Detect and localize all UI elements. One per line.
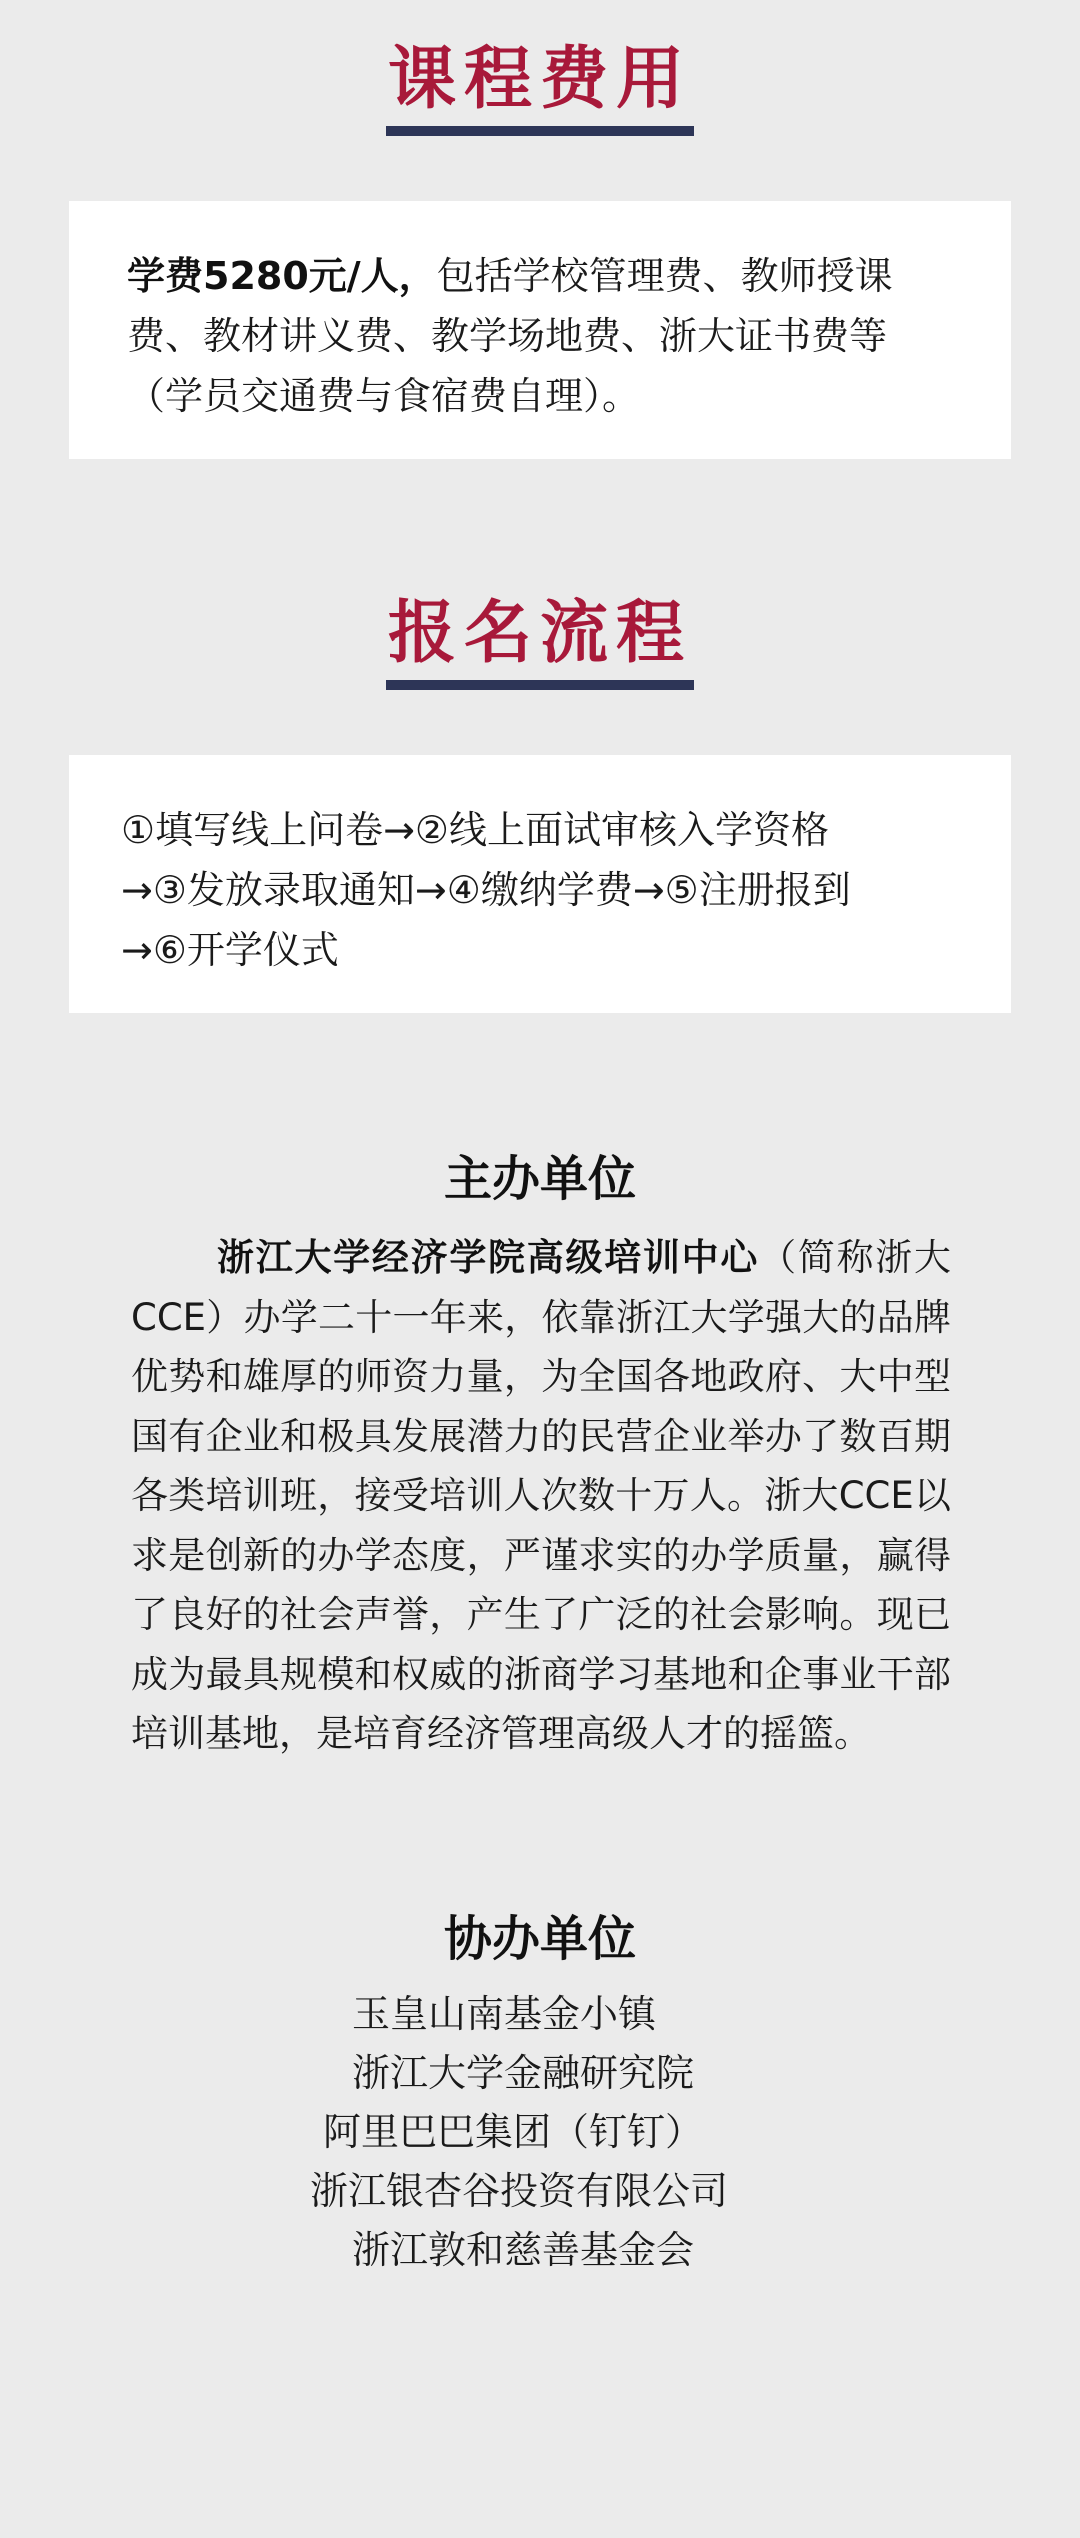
process-heading-underline [386,680,694,690]
co-organizer-item: 浙江大学金融研究院 [352,2051,695,2095]
process-step-line-3: →⑥开学仪式 [121,928,339,972]
fees-text [127,246,951,426]
fees-heading-underline [386,126,694,136]
co-organizers-heading: 协办单位 [443,1911,636,1967]
co-organizer-item: 玉皇山南基金小镇 [352,1992,657,2036]
fees-card [69,201,1011,459]
process-section-heading [0,594,1080,690]
process-heading: 报名流程 [387,594,692,673]
process-step-line-2: →③发放录取通知→④缴纳学费→⑤注册报到 [121,868,851,912]
organizer-description [131,1228,951,1764]
process-card [69,755,1011,1013]
organizer-description-text: （简称浙大CCE）办学二十一年来，依靠浙江大学强大的品牌优势和雄厚的师资力量，为全国各地政府、大中型国有企业和极具发展潜力的民营企业举办了数百期各类培训班，接受培训人次数十万人。浙大CCE以求是创新的办学态度，严谨求实的办学质量，赢得了良好的社会声誉，产生了广泛的社会影响。现已成为最具规模和权威的浙商学习基地和企事业干部培训基地，是培育经济管理高级人才的摇篮。 [131,1236,952,1755]
process-step-line-1: ①填写线上问卷→②线上面试审核入学资格 [121,808,829,852]
organizer-name: 浙江大学经济学院高级培训中心 [217,1236,760,1279]
co-organizer-item: 浙江敦和慈善基金会 [352,2228,695,2272]
fee-detail: 包括学校管理费、教师授课费、教材讲义费、教学场地费、浙大证书费等（学员交通费与食宿费自理）。 [127,254,893,418]
co-organizer-item: 阿里巴巴集团（钉钉） [323,2110,704,2154]
co-organizer-item: 浙江银杏谷投资有限公司 [310,2169,729,2213]
fees-section-heading [0,40,1080,136]
organizer-heading: 主办单位 [443,1151,636,1207]
fees-heading: 课程费用 [387,40,692,119]
fee-amount: 学费5280元/人， [127,254,437,298]
